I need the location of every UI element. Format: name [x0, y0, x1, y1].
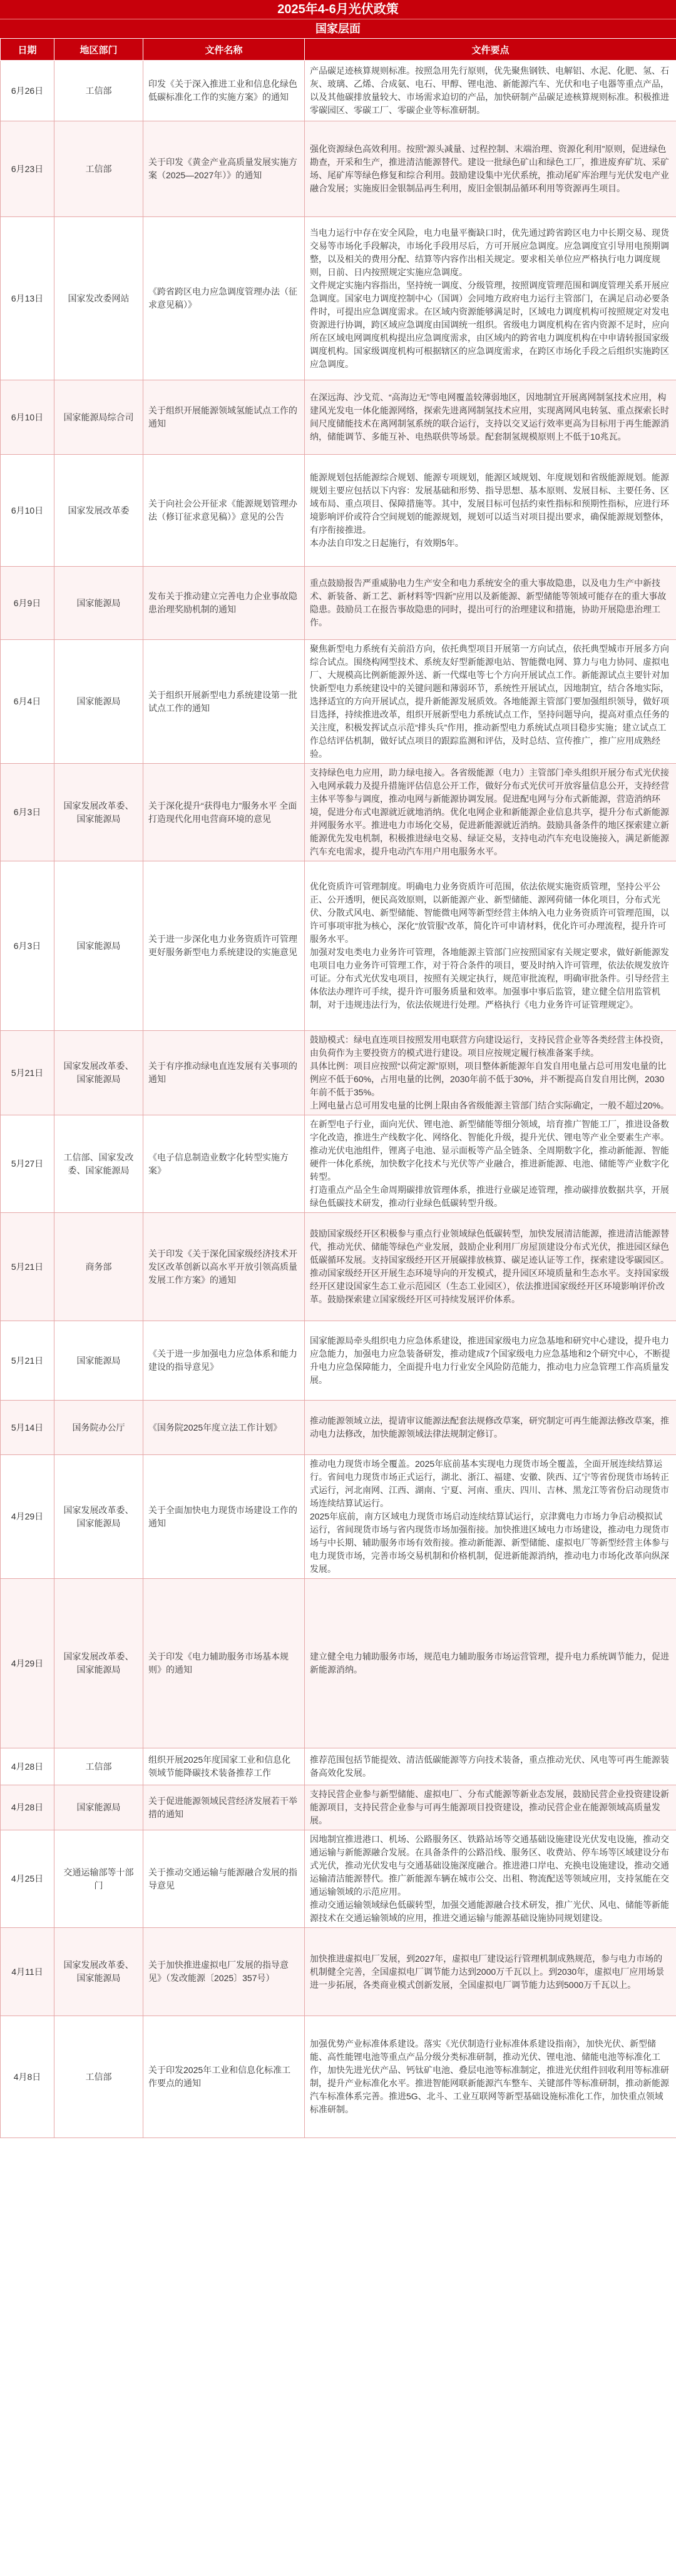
row-points: 支持绿色电力应用，助力绿电接入。各省级能源（电力）主管部门牵头组织开展分布式光伏接入电网承载力及提升措施评估信息公开工作，做好分布式光伏可开放容量信息公开，支持经营主体平等参与调度，推动电网与新能源协调发展。促进配电网与分布式新能源，营造消纳环境，促进分布式电源就近就地消纳。优化电网企业和新能源企业信息共享，提升分布式新能源并网服务水平。推进电力市场化交易，促进新能源就近消纳。鼓励具备条件的地区探索建立新能源优先发电机制，积极推进绿电交易、绿证交易，支持电动汽车充电设施接入，满足新能源汽车充电需求，提升电动汽车用户用电服务水平。	[305, 764, 676, 861]
table-row	[1, 1031, 676, 1115]
row-title: 关于组织开展新型电力系统建设第一批试点工作的通知	[143, 640, 305, 764]
page-title: 2025年4-6月光伏政策	[0, 0, 676, 19]
row-points: 强化资源绿色高效利用。按照“源头减量、过程控制、末端治理、资源化利用”原则，促进绿色勘查，开采和生产，推进清洁能源替代。建设一批绿色矿山和绿色工厂，推进废弃矿坑、采矿场、尾矿库等绿色修复和综合利用。鼓励建设集中光伏系统，推动尾矿库治理与光伏发电产业融合发展；实施废旧金银制品再生利用，废旧金银制品循环利用等资源再生项目。	[305, 121, 676, 217]
row-date: 4月25日	[1, 1830, 54, 1928]
row-dept: 工信部	[54, 1748, 143, 1785]
row-points: 支持民营企业参与新型储能、虚拟电厂、分布式能源等新业态发展，鼓励民营企业投资建设新能源项目，支持民营企业参与可再生能源项目投资建设，推动民营企业在能源领域高质量发展。	[305, 1785, 676, 1830]
row-points: 推动能源领域立法，提请审议能源法配套法规修改草案，研究制定可再生能源法修改草案，推动电力法修改，加快能源领域法律法规制定修订。	[305, 1401, 676, 1455]
column-header-dept: 地区部门	[54, 39, 143, 61]
page-subtitle: 国家层面	[315, 23, 361, 35]
row-points: 鼓励模式：绿电直连项目按照发用电联营方向建设运行，支持民营企业等各类经营主体投资，由负荷作为主要投资方的模式进行建设。项目应按规定履行核准备案手续。 具体比例：项目应按照“以荷定源”原则，项目整体新能源年自发自用电量占总可用发电量的比例应不低于60%，占用电量的比例，2030年前不低于30%，并不断提高自发自用比例，2030年前不低于35%。 上网电量占总可用发电量的比例上限由各省级能源主管部门结合实际确定，一般不超过20%。	[305, 1031, 676, 1115]
row-title: 《关于进一步加强电力应急体系和能力建设的指导意见》	[143, 1321, 305, 1401]
row-title: 关于印发《黄金产业高质量发展实施方案（2025—2027年）》的通知	[143, 121, 305, 217]
row-points: 因地制宜推进港口、机场、公路服务区、铁路站场等交通基础设施建设光伏发电设施，推动交通运输与新能源融合发展。在具备条件的公路沿线、服务区、收费站、停车场等区域建设分布式光伏，推动光伏发电与交通基础设施深度融合。推进港口岸电、充换电设施建设，推动交通运输清洁能源替代。推广新能源车辆在城市公交、出租、物流配送等领域应用，支持氢能在交通运输领域的示范应用。 推动交通运输领域绿色低碳转型，加强交通能源融合技术研发，推广光伏、风电、储能等新能源技术在交通运输领域的应用，推进交通运输与能源基础设施协同规划建设。	[305, 1830, 676, 1928]
column-header-date: 日期	[1, 39, 54, 61]
row-date: 6月3日	[1, 764, 54, 861]
row-dept: 国务院办公厅	[54, 1401, 143, 1455]
table-row	[1, 1928, 676, 2016]
table-row	[1, 455, 676, 567]
table-row	[1, 61, 676, 121]
row-dept: 国家发展改革委、国家能源局	[54, 1031, 143, 1115]
row-points: 加强优势产业标准体系建设。落实《光伏制造行业标准体系建设指南》，加快光伏、新型储能、高性能锂电池等重点产品分级分类标准研制，推动光伏、锂电池、储能电池等标准化工作，加快先进光伏产品、钙钛矿电池、叠层电池等标准制定，推进光伏组件回收利用等标准研制，提升产业标准化水平。推进智能网联新能源汽车整车、关键部件等标准研制，推动新能源汽车标准体系完善。推进5G、北斗、工业互联网等新型基础设施标准化工作，加快重点领域标准研制。	[305, 2016, 676, 2138]
row-date: 6月4日	[1, 640, 54, 764]
row-points: 产品碳足迹核算规则标准。按照急用先行原则，优先聚焦钢铁、电解铝、水泥、化肥、氢、石灰、玻璃、乙烯、合成氨、电石、甲醇、锂电池、新能源汽车、光伏和电子电器等重点产品，以及其他碳排放量较大、市场需求迫切的产品，加快研制产品碳足迹核算规则标准。积极推进零碳园区、零碳工厂、零碳企业等标准研制。	[305, 61, 676, 121]
table-row	[1, 567, 676, 640]
row-points: 加快推进虚拟电厂发展，到2027年，虚拟电厂建设运行管理机制成熟规范，参与电力市场的机制健全完善，全国虚拟电厂调节能力达到2000万千瓦以上。到2030年，虚拟电厂应用场景进一步拓展，各类商业模式创新发展，全国虚拟电厂调节能力达到5000万千瓦以上。	[305, 1928, 676, 2016]
table-row	[1, 1115, 676, 1213]
row-points: 聚焦新型电力系统有关前沿方向，依托典型项目开展第一方向试点，依托典型城市开展多方向综合试点。围绕构网型技术、系统友好型新能源电站、智能微电网、算力与电力协同、虚拟电厂、大规模高比例新能源外送、新一代煤电等七个方向开展试点工作。新能源试点主要针对加快新型电力系统建设中的关键问题和薄弱环节，系统性开展试点，因地制宜，结合各地实际，选择适宜的方向开展试点，提升新能源发展质效。各地能源主管部门要加强组织领导，做好项目选择，持续推进改革，组织开展新型电力系统试点工作，坚持问题导向，提高对重点任务的关注度，积极发挥试点示范“排头兵”作用，推动新型电力系统试点项目稳步实施；建立试点工作总结评估机制，做好试点项目的跟踪监测和评估，及时总结、宣传推广，推广应用成熟经验。	[305, 640, 676, 764]
row-title: 关于加快推进虚拟电厂发展的指导意见》（发改能源〔2025〕357号）	[143, 1928, 305, 2016]
row-date: 5月27日	[1, 1115, 54, 1213]
row-title: 《国务院2025年度立法工作计划》	[143, 1401, 305, 1455]
table-row	[1, 121, 676, 217]
table-row	[1, 1401, 676, 1455]
row-title: 《电子信息制造业数字化转型实施方案》	[143, 1115, 305, 1213]
row-title: 关于深化提升“获得电力”服务水平 全面打造现代化用电营商环境的意见	[143, 764, 305, 861]
table-row	[1, 1830, 676, 1928]
row-date: 4月11日	[1, 1928, 54, 2016]
column-header-points: 文件要点	[305, 39, 676, 61]
row-date: 4月28日	[1, 1748, 54, 1785]
row-dept: 工信部	[54, 61, 143, 121]
row-points: 在深远海、沙戈荒、“高海边无”等电网覆盖较薄弱地区，因地制宜开展离网制氢技术应用，构建风光发电一体化能源网络，探索先进离网制氢技术应用，实现离网风电转氢、重点探索长时间尺度储能技术在离网制氢系统的联合运行，支持以交叉运行效率更高为目标用于再生能源消纳，储能调节、多能互补、电热联供等场景。配套制氢规模原则上不低于10兆瓦。	[305, 380, 676, 455]
row-date: 4月29日	[1, 1579, 54, 1748]
table-row	[1, 1213, 676, 1321]
table-row	[1, 1748, 676, 1785]
column-header-title: 文件名称	[143, 39, 305, 61]
row-title: 《跨省跨区电力应急调度管理办法（征求意见稿）》	[143, 217, 305, 380]
row-title: 关于推动交通运输与能源融合发展的指导意见	[143, 1830, 305, 1928]
row-title: 关于促进能源领域民营经济发展若干举措的通知	[143, 1785, 305, 1830]
row-points: 在新型电子行业，面向光伏、锂电池、新型储能等细分领域，培育推广智能工厂，推进设备数字化改造，推进生产线数字化、网络化、智能化升级，提升光伏、锂电等产业全要素生产率。推动光伏电池组件，锂离子电池、显示面板等产品全链条、全周期数字化，推动新能源、智能硬件一体化系统，加快数字化技术与光伏等产业融合，推进新能源、电池、储能等产业数字化转型。 打造重点产品全生命周期碳排放管理体系，推进行业碳足迹管理，推动碳排放数据共享，开展绿色低碳技术研发，推动行业绿色低碳转型升级。	[305, 1115, 676, 1213]
row-date: 6月9日	[1, 567, 54, 640]
row-date: 6月10日	[1, 455, 54, 567]
row-title: 关于向社会公开征求《能源规划管理办法（修订征求意见稿）》意见的公告	[143, 455, 305, 567]
table-row	[1, 640, 676, 764]
row-date: 6月13日	[1, 217, 54, 380]
row-date: 5月21日	[1, 1321, 54, 1401]
row-dept: 国家能源局	[54, 1321, 143, 1401]
row-date: 6月3日	[1, 861, 54, 1031]
row-dept: 工信部	[54, 121, 143, 217]
row-dept: 国家能源局	[54, 1785, 143, 1830]
row-points: 国家能源局牵头组织电力应急体系建设，推进国家级电力应急基地和研究中心建设，提升电力应急能力，加强电力应急装备研发，推动建成7个国家级电力应急基地和2个研究中心，不断提升电力应急保障能力，全面提升电力行业安全风险防范能力，推动电力应急管理工作高质量发展。	[305, 1321, 676, 1401]
row-date: 6月26日	[1, 61, 54, 121]
row-title: 印发《关于深入推进工业和信息化绿色低碳标准化工作的实施方案》的通知	[143, 61, 305, 121]
table-row	[1, 217, 676, 380]
row-dept: 国家发改委网站	[54, 217, 143, 380]
row-date: 5月14日	[1, 1401, 54, 1455]
table-row	[1, 1785, 676, 1830]
table-row	[1, 2016, 676, 2138]
row-title: 关于有序推动绿电直连发展有关事项的通知	[143, 1031, 305, 1115]
table-row	[1, 861, 676, 1031]
row-points: 建立健全电力辅助服务市场，规范电力辅助服务市场运营管理，提升电力系统调节能力，促进新能源消纳。	[305, 1579, 676, 1748]
row-date: 5月21日	[1, 1031, 54, 1115]
row-date: 4月29日	[1, 1455, 54, 1579]
row-date: 5月21日	[1, 1213, 54, 1321]
row-dept: 工信部、国家发改委、国家能源局	[54, 1115, 143, 1213]
row-dept: 国家能源局	[54, 640, 143, 764]
row-date: 6月23日	[1, 121, 54, 217]
table-body	[1, 61, 676, 2138]
row-points: 当电力运行中存在安全风险，电力电量平衡缺口时，优先通过跨省跨区电力中长期交易、现货交易等市场化手段解决，市场化手段用尽后，方可开展应急调度。应急调度宜引导用电预期调整，以及相关的费用分配、结算等内容作出相关规定。要求相关单位应严格执行电力调度规则，日前、日内按照规定实施应急调度。 文件规定实施内容指出，坚持统一调度、分级管理，按照调度管理范围和调度管理关系开展应急调度。国家电力调度控制中心（国调）会同地方政府电力运行主管部门，在满足启动必要条件时，可提出应急调度需求。在区域内资源能够满足时，区域电力调度机构可按照规定对发电资源进行协调，跨区域应急调度由国调统一组织。省级电力调度机构在省内资源不足时，应向所在区域电网调度机构提出应急调度需求，由区域内的跨省电力调度机构在中申请转报国家级调度机构。国家级调度机构可根据辖区的应急调度需求，在跨区市场化手段之后组织实施跨区应急调度。	[305, 217, 676, 380]
row-title: 关于印发《关于深化国家级经济技术开发区改革创新以高水平开放引领高质量发展工作方案》的通知	[143, 1213, 305, 1321]
page-header	[0, 0, 676, 38]
row-date: 4月28日	[1, 1785, 54, 1830]
table-row	[1, 1579, 676, 1748]
row-points: 重点鼓励报告严重威胁电力生产安全和电力系统安全的重大事故隐患，以及电力生产中新技术、新装备、新工艺、新材料等“四新”应用以及新能源、新型储能等领域可能存在的重大事故隐患。鼓励员工在报告事故隐患的同时，提出可行的治理建议和措施，协助开展隐患治理工作。	[305, 567, 676, 640]
row-title: 发布关于推动建立完善电力企业事故隐患治理奖励机制的通知	[143, 567, 305, 640]
table-row	[1, 380, 676, 455]
row-date: 6月10日	[1, 380, 54, 455]
row-title: 组织开展2025年度国家工业和信息化领域节能降碳技术装备推荐工作	[143, 1748, 305, 1785]
row-dept: 国家发展改革委、国家能源局	[54, 1579, 143, 1748]
row-title: 关于组织开展能源领域氢能试点工作的通知	[143, 380, 305, 455]
row-dept: 国家发展改革委	[54, 455, 143, 567]
row-date: 4月8日	[1, 2016, 54, 2138]
row-title: 关于全面加快电力现货市场建设工作的通知	[143, 1455, 305, 1579]
row-points: 推动电力现货市场全覆盖。2025年底前基本实现电力现货市场全覆盖，全面开展连续结算运行。省间电力现货市场正式运行，湖北、浙江、福建、安徽、陕西、辽宁等省份现货市场转正式运行，河北南网、江西、湖南、宁夏、河南、重庆、四川、吉林、黑龙江等省份启动现货市场连续结算试运行。 2025年底前，南方区域电力现货市场启动连续结算试运行，京津冀电力市场力争启动模拟试运行，省间现货市场与省内现货市场加强衔接。加快推进区域电力市场建设，推动电力现货市场与中长期、辅助服务市场有效衔接。推动新能源、新型储能、虚拟电厂等新型经营主体参与电力现货市场，完善市场交易机制和价格机制，促进新能源消纳，推动电力市场化改革向纵深发展。	[305, 1455, 676, 1579]
row-dept: 国家发展改革委、国家能源局	[54, 1928, 143, 2016]
table-header-row	[1, 39, 676, 61]
row-dept: 国家能源局	[54, 861, 143, 1031]
row-points: 能源规划包括能源综合规划、能源专项规划，能源区域规划、年度规划和省级能源规划。能源规划主要应包括以下内容：发展基础和形势、指导思想、基本原则、发展目标、主要任务、区域布局、重点项目、保障措施等。其中，发展目标可包括约束性指标和预期性指标，应进行环境影响评价或符合空间规划的能源规划，规划可以适当对项目提出要求，确保能源规划整体，有序衔接推进。 本办法自印发之日起施行，有效期5年。	[305, 455, 676, 567]
row-dept: 工信部	[54, 2016, 143, 2138]
row-dept: 国家能源局	[54, 567, 143, 640]
row-points: 推荐范围包括节能提效、清洁低碳能源等方向技术装备，重点推动光伏、风电等可再生能源装备高效化发展。	[305, 1748, 676, 1785]
row-title: 关于进一步深化电力业务资质许可管理更好服务新型电力系统建设的实施意见	[143, 861, 305, 1031]
table-row	[1, 1455, 676, 1579]
row-points: 鼓励国家级经开区积极参与重点行业领域绿色低碳转型，加快发展清洁能源，推进清洁能源替代，推动光伏、储能等绿色产业发展，鼓励企业利用厂房屋顶建设分布式光伏，推进园区绿色低碳循环发展。支持国家级经开区开展碳排放核算、碳足迹认证等工作，探索建设零碳园区。推动国家级经开区开展生态环境导向的开发模式，提升园区环境质量和生态水平。支持国家级经开区建设国家生态工业示范园区（生态工业园区），依法推进国家级经开区环境影响评价改革。鼓励探索建立国家级经开区可持续发展评价体系。	[305, 1213, 676, 1321]
row-dept: 交通运输部等十部门	[54, 1830, 143, 1928]
row-dept: 商务部	[54, 1213, 143, 1321]
row-title: 关于印发《电力辅助服务市场基本规则》的通知	[143, 1579, 305, 1748]
row-title: 关于印发2025年工业和信息化标准工作要点的通知	[143, 2016, 305, 2138]
table-row	[1, 1321, 676, 1401]
table-row	[1, 764, 676, 861]
row-dept: 国家能源局综合司	[54, 380, 143, 455]
row-points: 优化资质许可管理制度。明确电力业务资质许可范围，依法依规实施资质管理，坚持公平公正、公开透明，便民高效原则，以新能源产业、新型储能、源网荷储一体化项目，分布式光伏、分散式风电、新型储能、智能微电网等新型经营主体纳入电力业务资质许可管理范围，以许可事项审批为核心，深化“放管服”改革，简化许可申请材料，优化许可办理流程，提升许可服务水平。 加强对发电类电力业务许可管理，各地能源主管部门应按照国家有关规定要求，做好新能源发电项目电力业务许可管理工作，对于符合条件的项目，要及时纳入许可管理，依法依规发放许可证。分布式光伏发电项目，按照有关规定执行，规范审批流程，明确审批条件。引导经营主体依法办理许可手续，提升许可服务质量和效率。加强事中事后监管，建立健全信用监管机制，对于违规违法行为，依法依规进行处理。严格执行《电力业务许可证管理规定》。	[305, 861, 676, 1031]
policy-table	[0, 38, 676, 2138]
row-dept: 国家发展改革委、国家能源局	[54, 764, 143, 861]
row-dept: 国家发展改革委、国家能源局	[54, 1455, 143, 1579]
